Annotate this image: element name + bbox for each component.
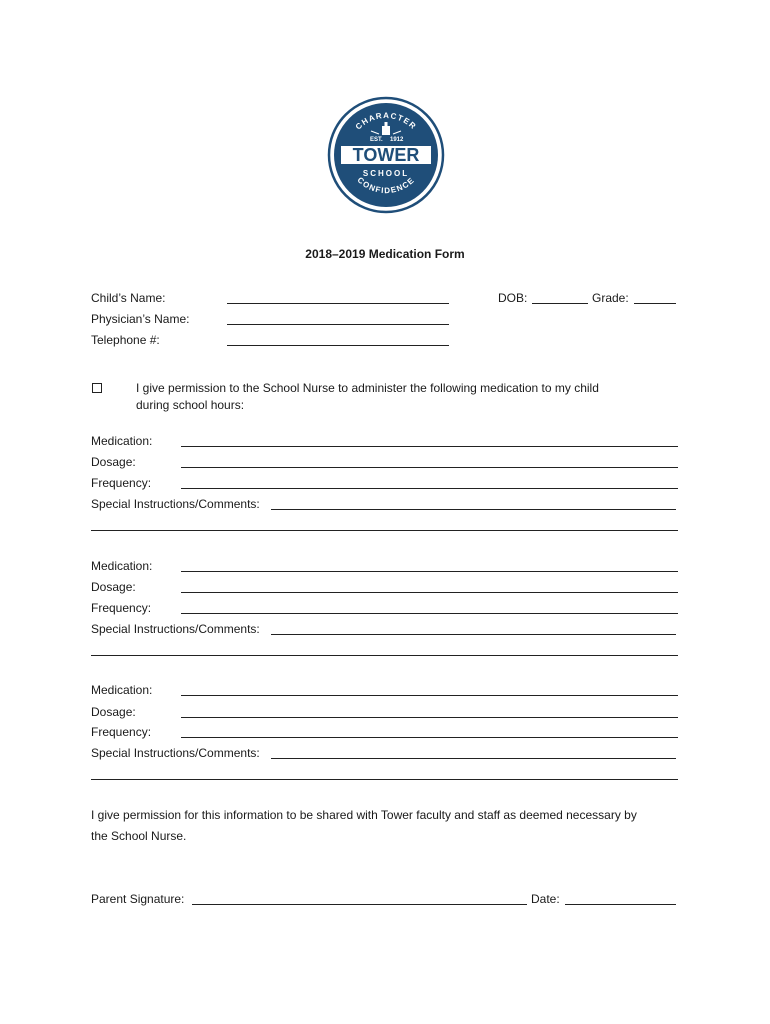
share-permission-line-1: I give permission for this information to be shared with Tower faculty and staff as deemed necessary by [91, 808, 637, 822]
dosage-field[interactable] [181, 467, 678, 468]
physicians-name-label: Physician’s Name: [91, 312, 190, 326]
special-instructions-field[interactable] [271, 634, 676, 635]
medication-label: Medication: [91, 559, 153, 573]
date-field[interactable] [565, 904, 676, 905]
logo-top-arc: CHARACTER [353, 110, 419, 132]
frequency-field[interactable] [181, 488, 678, 489]
frequency-field[interactable] [181, 737, 678, 738]
frequency-label: Frequency: [91, 725, 152, 739]
tower-school-logo [327, 96, 445, 214]
parent-signature-field[interactable] [192, 904, 527, 905]
form-title: 2018–2019 Medication Form [305, 247, 465, 261]
dob-label: DOB: [498, 291, 528, 305]
physicians-name-field[interactable] [227, 324, 449, 325]
special-instructions-field-continued[interactable] [91, 779, 678, 780]
frequency-field[interactable] [181, 613, 678, 614]
medication-field[interactable] [181, 695, 678, 696]
medication-label: Medication: [91, 683, 153, 697]
childs-name-label: Child’s Name: [91, 291, 166, 305]
childs-name-field[interactable] [227, 303, 449, 304]
dosage-label: Dosage: [91, 705, 136, 719]
special-instructions-field-continued[interactable] [91, 655, 678, 656]
share-permission-line-2: the School Nurse. [91, 829, 187, 843]
special-instructions-label: Special Instructions/Comments: [91, 746, 260, 760]
dob-field[interactable] [532, 303, 588, 304]
special-instructions-label: Special Instructions/Comments: [91, 622, 260, 636]
special-instructions-field[interactable] [271, 509, 676, 510]
special-instructions-field-continued[interactable] [91, 530, 678, 531]
parent-signature-label: Parent Signature: [91, 892, 185, 906]
frequency-label: Frequency: [91, 601, 152, 615]
telephone-field[interactable] [227, 345, 449, 346]
frequency-label: Frequency: [91, 476, 152, 490]
special-instructions-label: Special Instructions/Comments: [91, 497, 260, 511]
medication-label: Medication: [91, 434, 153, 448]
medication-field[interactable] [181, 446, 678, 447]
dosage-label: Dosage: [91, 455, 136, 469]
permission-line-2: during school hours: [136, 398, 245, 412]
logo-sub: SCHOOL [362, 169, 410, 178]
date-label: Date: [531, 892, 560, 906]
permission-checkbox[interactable] [92, 383, 102, 393]
grade-field[interactable] [634, 303, 676, 304]
dosage-field[interactable] [181, 717, 678, 718]
permission-line-1: I give permission to the School Nurse to administer the following medication to my child [136, 381, 599, 395]
medication-field[interactable] [181, 571, 678, 572]
telephone-label: Telephone #: [91, 333, 160, 347]
special-instructions-field[interactable] [271, 758, 676, 759]
logo-year: 1912 [390, 137, 404, 143]
grade-label: Grade: [592, 291, 629, 305]
dosage-field[interactable] [181, 592, 678, 593]
logo-bottom-arc: CONFIDENCE [355, 175, 417, 196]
logo-est: EST. [370, 137, 383, 143]
dosage-label: Dosage: [91, 580, 136, 594]
logo-name: TOWER [352, 145, 420, 165]
